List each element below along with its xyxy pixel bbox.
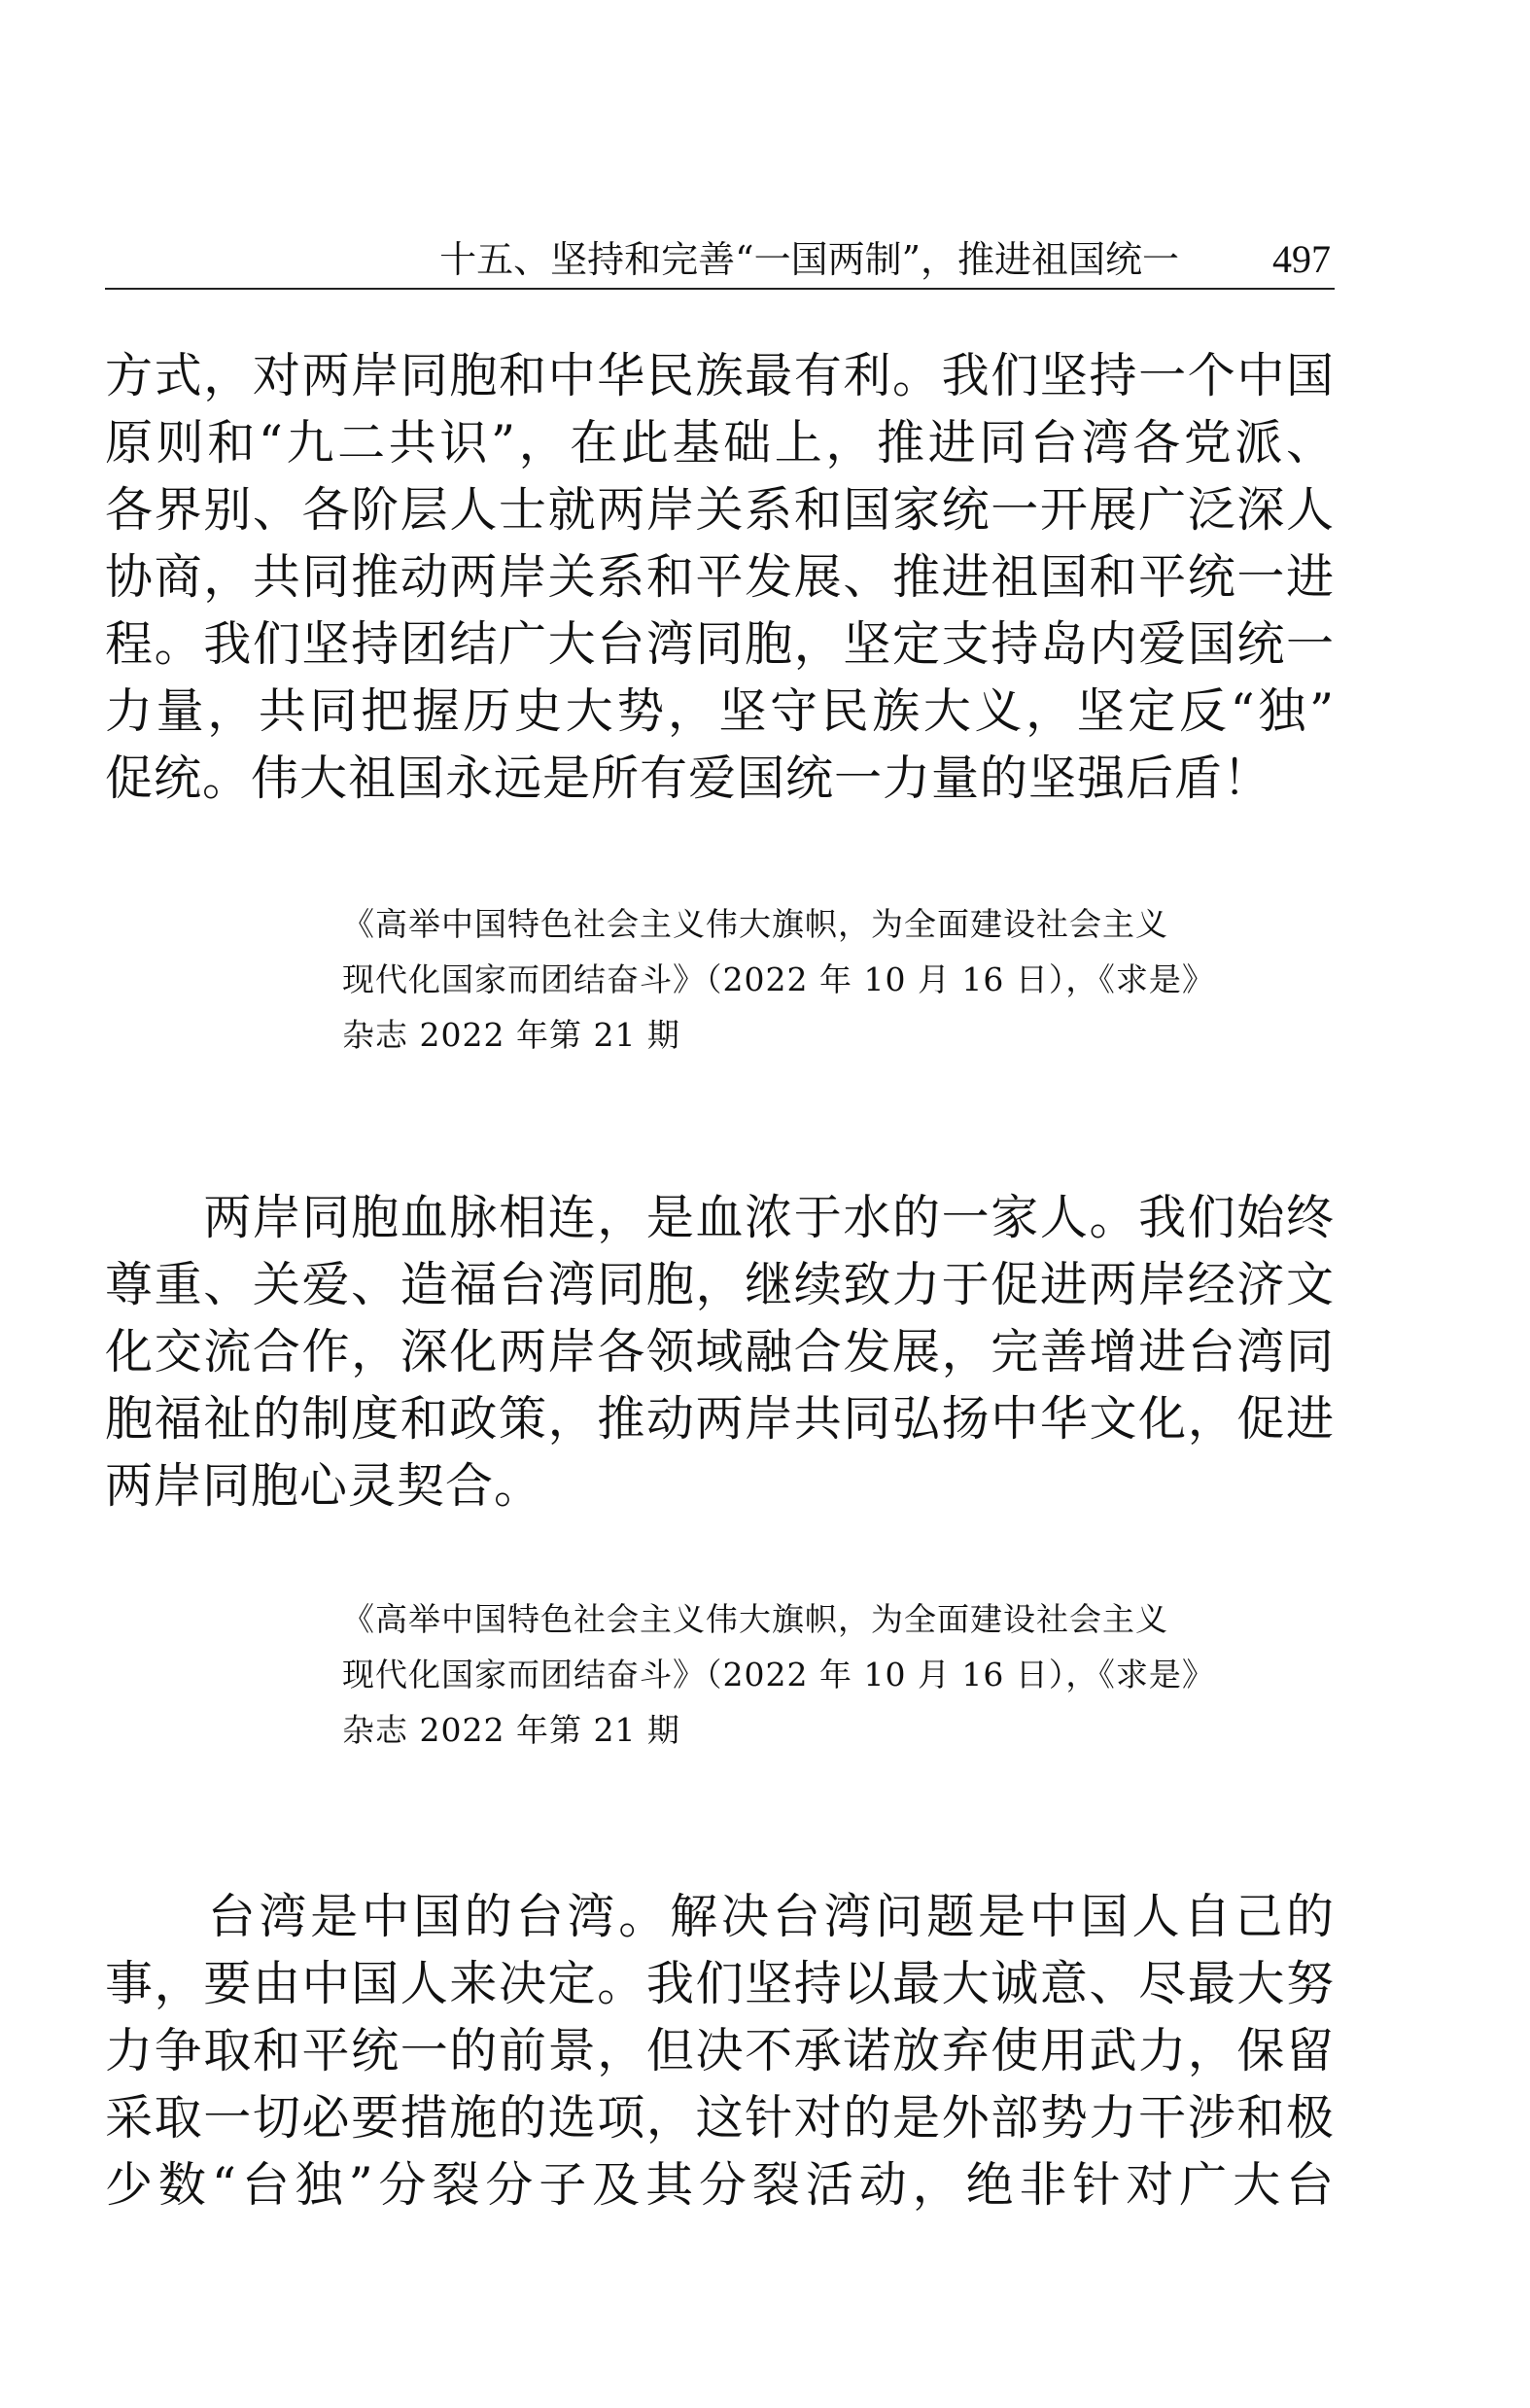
paragraph-line: 尊重、关爱、造福台湾同胞，继续致力于促进两岸经济文 <box>105 1257 1335 1312</box>
page-number: 497 <box>1272 237 1331 281</box>
paragraph-line: 事，要由中国人来决定。我们坚持以最大诚意、尽最大努 <box>105 1956 1335 2011</box>
citation-line: 《高举中国特色社会主义伟大旗帜，为全面建设社会主义 <box>342 1600 1168 1638</box>
source-citation-2 <box>342 1591 1334 1758</box>
paragraph-line: 台湾是中国的台湾。解决台湾问题是中国人自己的 <box>105 1889 1335 1944</box>
paragraph-1 <box>105 342 1335 812</box>
citation-line: 现代化国家而团结奋斗》（2022 年 10 月 16 日），《求是》 <box>342 1656 1215 1693</box>
paragraph-line: 方式，对两岸同胞和中华民族最有利。我们坚持一个中国 <box>105 348 1335 403</box>
citation-line: 杂志 2022 年第 21 期 <box>342 1016 680 1054</box>
header-rule <box>105 288 1335 290</box>
paragraph-line: 两岸同胞血脉相连，是血浓于水的一家人。我们始终 <box>105 1190 1335 1245</box>
paragraph-line: 两岸同胞心灵契合。 <box>105 1458 543 1514</box>
paragraph-line: 协商，共同推动两岸关系和平发展、推进祖国和平统一进 <box>105 549 1335 605</box>
paragraph-line: 原则和“九二共识”，在此基础上，推进同台湾各党派、 <box>105 415 1335 471</box>
citation-line: 杂志 2022 年第 21 期 <box>342 1711 680 1749</box>
paragraph-line: 力量，共同把握历史大势，坚守民族大义，坚定反“独” <box>105 683 1335 739</box>
paragraph-line: 各界别、各阶层人士就两岸关系和国家统一开展广泛深人 <box>105 482 1335 538</box>
citation-line: 现代化国家而团结奋斗》（2022 年 10 月 16 日），《求是》 <box>342 960 1215 998</box>
paragraph-line: 程。我们坚持团结广大台湾同胞，坚定支持岛内爱国统一 <box>105 616 1335 672</box>
source-citation-1 <box>342 896 1334 1063</box>
paragraph-line: 采取一切必要措施的选项，这针对的是外部势力干涉和极 <box>105 2090 1335 2146</box>
paragraph-line: 化交流合作，深化两岸各领域融合发展，完善增进台湾同 <box>105 1324 1335 1379</box>
paragraph-line: 促统。伟大祖国永远是所有爱国统一力量的坚强后盾！ <box>105 750 1272 806</box>
paragraph-3 <box>105 1883 1335 2218</box>
running-header-title: 十五、坚持和完善“一国两制”，推进祖国统一 <box>439 238 1179 281</box>
citation-line: 《高举中国特色社会主义伟大旗帜，为全面建设社会主义 <box>342 905 1168 943</box>
paragraph-2 <box>105 1184 1335 1519</box>
paragraph-line: 胞福祉的制度和政策，推动两岸共同弘扬中华文化，促进 <box>105 1391 1335 1447</box>
running-header <box>105 231 1335 290</box>
paragraph-line: 少数“台独”分裂分子及其分裂活动，绝非针对广大台 <box>105 2157 1335 2213</box>
paragraph-line: 力争取和平统一的前景，但决不承诺放弃使用武力，保留 <box>105 2023 1335 2078</box>
